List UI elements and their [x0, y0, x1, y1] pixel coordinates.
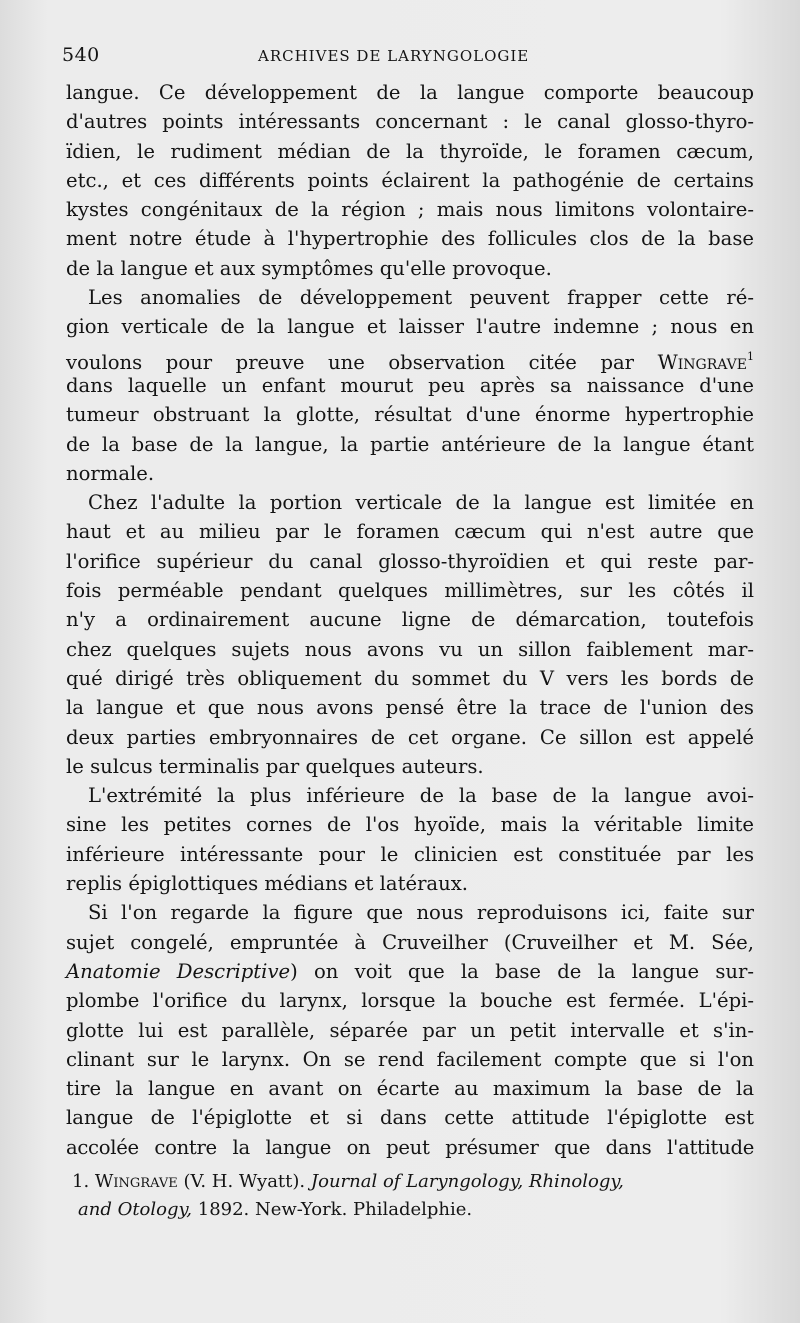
- text-line: inférieure intéressante pour le clinicien est constituée par les: [66, 842, 754, 866]
- page-number: 540: [62, 44, 100, 66]
- text-line: deux parties embryonnaires de cet organe. Ce sillon est appelé: [66, 725, 754, 749]
- text-line: tire la langue en avant on écarte au maximum la base de la: [66, 1077, 754, 1101]
- text-line: glotte lui est parallèle, séparée par un petit intervalle et s'in-: [66, 1018, 754, 1042]
- footnote-author-detail: (V. H. Wyatt).: [183, 1171, 306, 1192]
- text-line: L'extrémité la plus inférieure de la base de la langue avoi-: [88, 784, 754, 808]
- body-text: [66, 78, 754, 1162]
- book-title: Anatomie Descriptive: [66, 959, 291, 983]
- footnotes: [72, 1168, 762, 1224]
- author-name: Wingrave: [657, 350, 747, 374]
- text-fragment: voulons pour preuve une observation citée par: [66, 350, 635, 374]
- text-line: normale.: [66, 461, 155, 485]
- text-line: plombe l'orifice du larynx, lorsque la bouche est fermée. L'épi-: [66, 989, 754, 1013]
- footnote-rest: 1892. New-York. Philadelphie.: [197, 1199, 473, 1220]
- text-line: Les anomalies de développement peuvent frapper cette ré-: [88, 286, 754, 310]
- text-line: kystes congénitaux de la région ; mais nous limitons volontaire-: [66, 198, 754, 222]
- text-fragment: on voit que la base de la langue sur-: [314, 959, 755, 983]
- footnote-line: [72, 1168, 762, 1196]
- text-line: gion verticale de la langue et laisser l'autre indemne ; nous en: [66, 315, 754, 339]
- text-line: haut et au milieu par le foramen cæcum qui n'est autre que: [66, 520, 754, 544]
- text-line: dans laquelle un enfant mourut peu après sa naissance d'une: [66, 373, 754, 397]
- text-line: replis épiglottiques médians et latéraux.: [66, 872, 469, 896]
- text-line: tumeur obstruant la glotte, résultat d'une énorme hypertrophie: [66, 403, 754, 427]
- text-line: d'autres points intéressants concernant : le canal glosso-thyro-: [66, 110, 754, 134]
- text-line: sine les petites cornes de l'os hyoïde, mais la véritable limite: [66, 813, 754, 837]
- text-line: Si l'on regarde la figure que nous reproduisons ici, faite sur: [88, 901, 754, 925]
- text-line-with-title: Anatomie Descriptive) on voit que la base de la langue sur-: [66, 959, 755, 983]
- text-line: Chez l'adulte la portion verticale de la langue est limitée en: [88, 491, 754, 515]
- running-head: ARCHIVES DE LARYNGOLOGIE: [258, 47, 530, 65]
- text-line-with-citation: [66, 342, 754, 374]
- text-line: de la langue et aux symptômes qu'elle provoque.: [66, 256, 552, 280]
- text-line: langue de l'épiglotte et si dans cette attitude l'épiglotte est: [66, 1106, 754, 1130]
- footnote-reference: 1: [747, 349, 754, 363]
- footnote-author: Wingrave: [94, 1171, 178, 1192]
- text-line: qué dirigé très obliquement du sommet du V vers les bords de: [66, 666, 754, 690]
- text-line: accolée contre la langue on peut présumer que dans l'attitude: [66, 1135, 754, 1159]
- text-line: langue. Ce développement de la langue comporte beaucoup: [66, 81, 754, 104]
- text-line: sujet congelé, empruntée à Cruveilher (Cruveilher et M. Sée,: [66, 930, 754, 954]
- page-header: [62, 44, 762, 72]
- text-line: la langue et que nous avons pensé être la trace de l'union des: [66, 696, 754, 720]
- footnote-journal: Journal of Laryngology, Rhinology,: [310, 1171, 624, 1192]
- text-line: etc., et ces différents points éclairent la pathogénie de certains: [66, 168, 754, 192]
- text-line: ïdien, le rudiment médian de la thyroïde, le foramen cæcum,: [66, 139, 754, 163]
- text-line: le sulcus terminalis par quelques auteurs.: [66, 754, 484, 778]
- footnote-number: 1.: [72, 1171, 90, 1192]
- text-line: chez quelques sujets nous avons vu un sillon faiblement mar-: [66, 637, 754, 661]
- text-line: fois perméable pendant quelques millimètres, sur les côtés il: [66, 579, 754, 603]
- footnote-line: [72, 1196, 762, 1224]
- text-line: de la base de la langue, la partie antérieure de la langue étant: [66, 432, 754, 456]
- text-line: n'y a ordinairement aucune ligne de démarcation, toutefois: [66, 608, 754, 632]
- footnote-journal-cont: and Otology,: [78, 1199, 193, 1220]
- text-line: clinant sur le larynx. On se rend facilement compte que si l'on: [66, 1047, 754, 1071]
- text-line: ment notre étude à l'hypertrophie des follicules clos de la base: [66, 227, 754, 251]
- text-line: l'orifice supérieur du canal glosso-thyroïdien et qui reste par-: [66, 549, 754, 573]
